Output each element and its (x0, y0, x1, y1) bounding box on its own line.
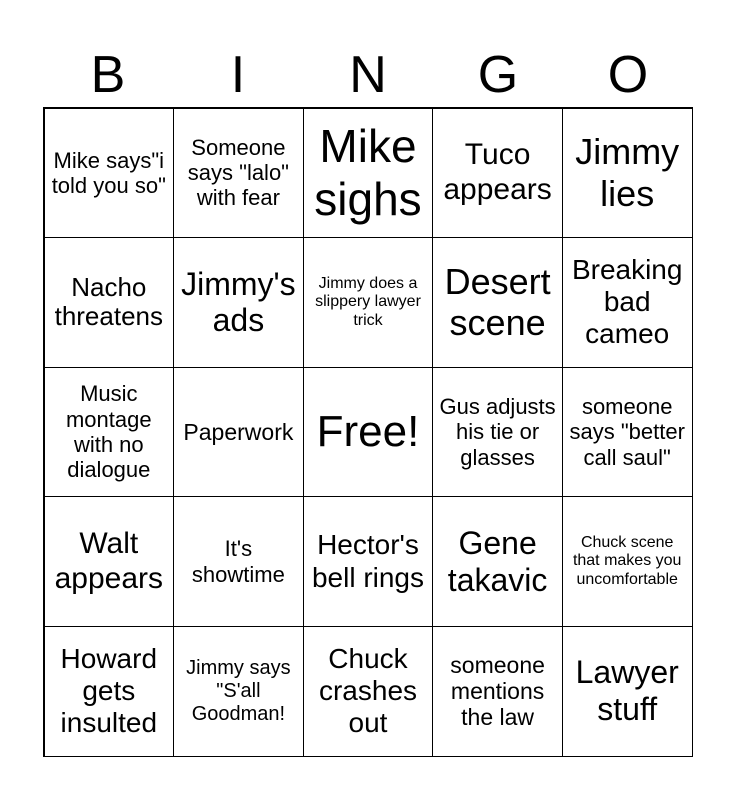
bingo-cell[interactable]: Walt appears (44, 496, 175, 627)
bingo-cell[interactable]: Lawyer stuff (562, 626, 693, 757)
bingo-cell[interactable]: Jimmy's ads (173, 237, 304, 368)
header-letter-b: B (90, 46, 126, 104)
bingo-cell[interactable]: Someone says "lalo" with fear (173, 108, 304, 239)
bingo-cell[interactable]: Mike sighs (303, 108, 434, 239)
bingo-cell[interactable]: Music montage with no dialogue (44, 367, 175, 498)
header-letter-n: N (349, 46, 387, 104)
bingo-cell[interactable]: Paperwork (173, 367, 304, 498)
bingo-cell[interactable]: Desert scene (432, 237, 563, 368)
bingo-cell[interactable]: Jimmy does a slippery lawyer trick (303, 237, 434, 368)
bingo-cell[interactable]: Jimmy says "S'all Goodman! (173, 626, 304, 757)
bingo-cell[interactable]: Tuco appears (432, 108, 563, 239)
bingo-board (43, 107, 693, 757)
header-letter-g: G (477, 46, 519, 104)
bingo-cell[interactable]: Chuck scene that makes you uncomfortable (562, 496, 693, 627)
bingo-cell[interactable]: It's showtime (173, 496, 304, 627)
bingo-cell[interactable]: someone mentions the law (432, 626, 563, 757)
bingo-cell[interactable]: Gus adjusts his tie or glasses (432, 367, 563, 498)
bingo-cell[interactable]: Mike says"i told you so" (44, 108, 175, 239)
bingo-cell[interactable]: Breaking bad cameo (562, 237, 693, 368)
header-letter-i: I (230, 46, 246, 104)
bingo-cell[interactable]: someone says "better call saul" (562, 367, 693, 498)
bingo-cell[interactable]: Jimmy lies (562, 108, 693, 239)
bingo-cell[interactable]: Howard gets insulted (44, 626, 175, 757)
bingo-cell[interactable]: Chuck crashes out (303, 626, 434, 757)
free-space[interactable]: Free! (303, 367, 434, 498)
bingo-cell[interactable]: Gene takavic (432, 496, 563, 627)
bingo-header (43, 44, 693, 106)
header-letter-o: O (607, 46, 649, 104)
bingo-cell[interactable]: Hector's bell rings (303, 496, 434, 627)
bingo-cell[interactable]: Nacho threatens (44, 237, 175, 368)
